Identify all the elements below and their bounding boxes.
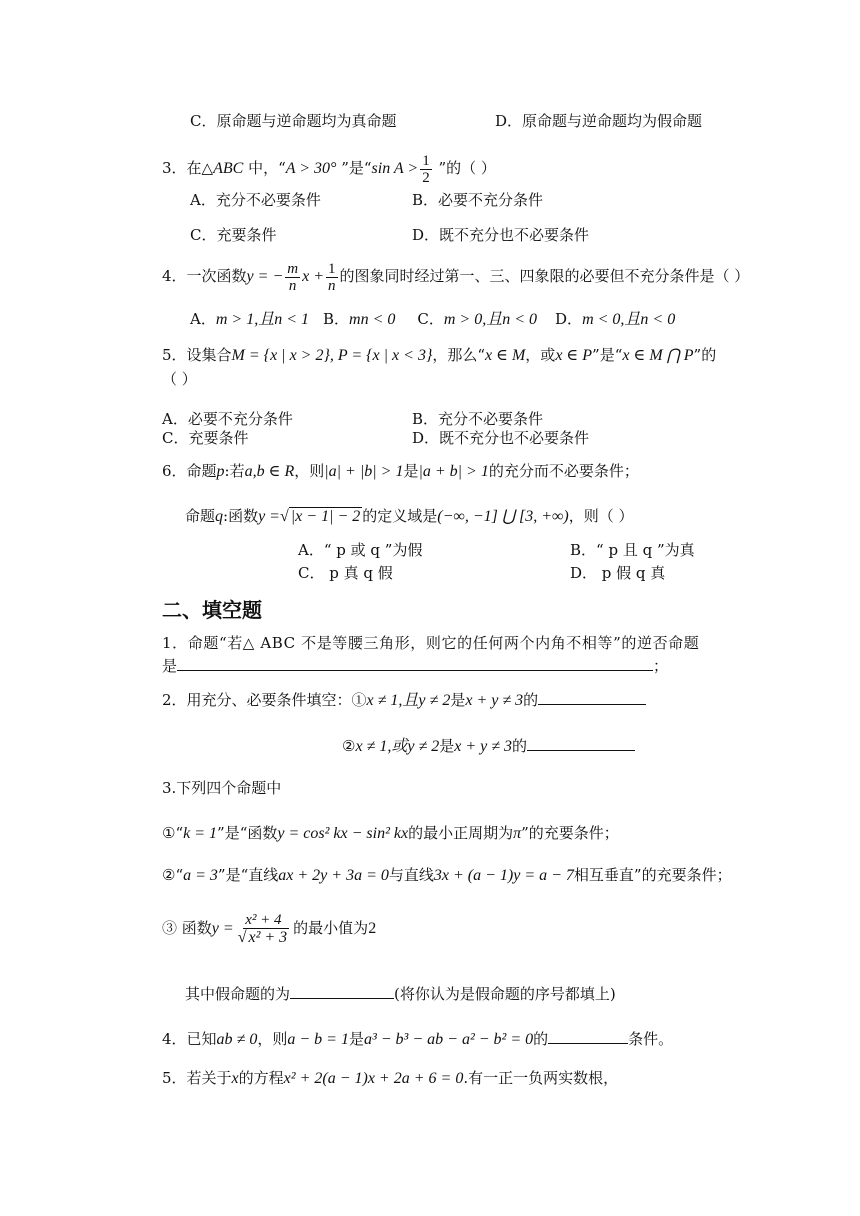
fill3-answer-pre: 其中假命题的为 [185,985,291,1003]
fill2-line1 [162,688,646,711]
q3-option-a: A．充分不必要条件 [190,191,321,209]
q4-c-label: C． [417,310,444,328]
fill5-post: .有一正一负两实数根， [463,1069,619,1087]
fill2-line1-math2: x + y ≠ 3 [465,692,524,709]
q2-option-d: D．原命题与逆命题均为假命题 [495,112,703,130]
fill1-line2-post: ； [653,657,669,675]
q6-ineq1: |a| + |b| > 1 [324,463,404,480]
fill4-mid3: 的 [533,1030,549,1048]
q5-option-d: D．既不充分也不必要条件 [412,429,590,447]
q6-line1-b: ，则 [294,462,325,480]
q6-line2-a: :函数 [223,507,259,525]
fill3-item2-mid2: 与直线 [388,866,434,884]
q6-line2-post: ，则（ ） [568,507,634,525]
fill2-line1-pre: 2．用充分、必要条件填空：① [162,691,367,709]
q6-option-a: A．“ p 或 q ”为假 [298,541,423,559]
q5-cond3: x ∈ M ⋂ P [622,347,694,364]
q5-paren: （ ） [162,370,197,388]
fill2-line2 [342,734,635,757]
fill3-item1-pi: π [513,825,522,842]
fill4-math3: a³ − b³ − ab − a² − b² = 0 [363,1031,534,1048]
q3-option-b: B．必要不充分条件 [412,191,544,209]
q4-fraction-2 [326,261,338,294]
q4-d-math: m < 0,且n < 0 [582,311,676,328]
q4-stem-post: 的图象同时经过第一、三、四象限的必要但不充分条件是（ ） [339,267,750,285]
fill3-item2-line2: 3x + (a − 1)y = a − 7 [433,867,574,884]
q5-sets: M = {x | x > 2}, P = {x | x < 3} [231,347,433,364]
fill3-item1-post: ”的充要条件； [521,824,619,842]
q3-stem-post: ”的（ ） [433,159,496,177]
q3-abc: ABC [213,160,244,177]
q3-stem [162,150,496,187]
q4-b-math: mn < 0 [349,311,396,328]
q6-line2-b: 的定义域是 [362,507,438,525]
fill2-line2-post: 的 [512,737,528,755]
fill4-math2: a − b = 1 [287,1031,349,1048]
q4-stem-pre: 4．一次函数 [162,267,247,285]
fill3-answer [185,982,616,1004]
fill4-math1: ab ≠ 0 [216,1031,258,1048]
q6-line1 [162,461,639,482]
q4-a-math: m > 1,且n < 1 [215,311,309,328]
q5-stem [162,345,716,366]
q4-stem [162,256,749,297]
fill3-item1 [162,823,619,844]
fill3-item3-pre: ③ 函数 [162,919,212,937]
q5-option-c: C．充要条件 [162,429,249,447]
fill3-item3-y: y = [211,920,234,937]
fill3-item3 [162,906,376,951]
fill3-item1-mid2: 的最小正周期为 [408,824,514,842]
q5-stem-post: ”的 [693,346,717,364]
q5-stem-pre: 5．设集合 [162,346,232,364]
fill1-line1: 1．命题“若△ ABC 不是等腰三角形，则它的任何两个内角不相等”的逆否命题 [162,634,700,652]
q3-option-c: C．充要条件 [190,226,277,244]
fill3-item3-den: x² + 3 [248,929,288,946]
q6-option-d: D． p 假 q 真 [570,564,666,582]
q6-line2-pre: 命题 [185,507,216,525]
fill3-title: 3.下列四个命题中 [162,779,282,797]
q4-b-label: B． [323,310,350,328]
fill1-line2 [162,654,668,676]
section-heading: 二、填空题 [162,598,262,622]
q5-stem-mid3: ”是“ [592,346,623,364]
q6-line1-a: :若 [224,462,245,480]
fill3-item1-math2: y = cos² kx − sin² kx [277,825,409,842]
fill1-line2-pre: 是 [162,657,178,675]
fill3-item2-pre: ②“ [162,866,184,884]
q6-domain: (−∞, −1] ⋃ [3, +∞) [437,508,569,525]
fill5 [162,1068,618,1089]
q6-line2: 命题q:函数y =√ |x − 1| − 2 的定义域是(−∞, −1] ⋃ [3, +∞)，则（ ） [185,507,634,525]
q6-option-c: C． p 真 q 假 [298,564,393,582]
fill3-item1-mid: ”是“函数 [217,824,278,842]
fill3-answer-blank[interactable] [290,982,394,999]
q3-cond1: A > 30° [285,160,337,177]
q5-option-a: A．必要不充分条件 [162,410,293,428]
fill5-math: x² + 2(a − 1)x + 2a + 6 = 0 [283,1070,464,1087]
q6-sqrt-body: |x − 1| − 2 [290,508,361,525]
fill2-blank-2[interactable] [527,734,635,751]
q6-q: q [215,508,224,525]
fill3-answer-post: (将你认为是假命题的序号都填上) [394,985,616,1003]
fill4-pre: 4．已知 [162,1030,217,1048]
q5-stem-mid1: ，那么“ [432,346,486,364]
q4-c-math: m > 0,且n < 0 [443,311,538,328]
q5-cond2: x ∈ P [555,347,593,364]
fill3-item3-post: 的最小值为 [293,919,369,937]
q3-frac-den: 2 [422,169,430,186]
fill5-mid: 的方程 [238,1069,284,1087]
q6-line1-pre: 6．命题 [162,462,217,480]
fill4-mid1: ，则 [257,1030,288,1048]
fill3-item2 [162,865,732,886]
q5-cond1: x ∈ M [485,347,526,364]
q5-option-b: B．充分不必要条件 [412,410,544,428]
q4-frac1-num: m [287,260,299,277]
q6-option-b: B．“ p 且 q ”为真 [570,541,695,559]
fill2-line2-mid: 是 [439,737,455,755]
fill2-line2-pre: ② [342,737,356,755]
q4-frac1-den: n [288,277,297,294]
q3-cond2: sin A > [371,160,419,177]
fill2-line2-math2: x + y ≠ 3 [454,738,513,755]
fill3-item3-num: x² + 4 [245,912,282,928]
fill3-item3-val: 2 [368,920,377,937]
q3-option-d: D．既不充分也不必要条件 [412,226,590,244]
q3-stem-mid2: ”是“ [336,159,372,177]
fill3-item2-mid: ”是“直线 [217,866,279,884]
fill2-blank-1[interactable] [538,688,646,705]
q6-func: y = [258,508,280,525]
fill4-blank[interactable] [548,1027,628,1044]
fill5-pre: 5．若关于 [162,1069,232,1087]
q6-ineq2: |a + b| > 1 [418,463,489,480]
q6-line1-post: 的充分而不必要条件； [488,462,639,480]
fill4 [162,1027,673,1050]
fill1-answer-blank[interactable] [177,654,653,671]
q5-stem-mid2: ，或 [525,346,556,364]
q4-func-a: y = − [246,268,284,285]
q3-stem-pre: 3．在△ [162,159,214,177]
fill2-line2-math: x ≠ 1,或y ≠ 2 [355,738,440,755]
q6-set: a,b ∈ R [244,463,295,480]
fill3-item1-pre: ①“ [162,824,184,842]
fill5-x: x [231,1070,239,1087]
fill3-item2-post: 相互垂直”的充要条件； [573,866,732,884]
q4-fraction-1 [285,261,300,294]
fill2-line1-math: x ≠ 1,且y ≠ 2 [366,692,451,709]
q6-p: p [216,463,225,480]
fill3-item2-line1: ax + 2y + 3a = 0 [278,867,389,884]
q4-frac2-num: 1 [328,260,336,277]
q3-frac-num: 1 [422,152,430,169]
fill3-item3-fraction: $\frac{\text{x² + 4}}{\text{√ x² + 3}}$ [237,912,288,946]
fill4-post: 条件。 [628,1030,674,1048]
q4-options [190,309,675,330]
q6-line1-c: 是 [403,462,419,480]
q4-func-b: x + [302,268,324,285]
q4-a-label: A． [190,310,216,328]
fill3-item2-math1: a = 3 [183,867,218,884]
fill2-line1-mid: 是 [450,691,466,709]
fill2-line1-post: 的 [523,691,539,709]
q4-frac2-den: n [328,277,336,294]
q3-fraction [420,153,432,186]
fill3-item1-math1: k = 1 [183,825,218,842]
q2-option-c: C．原命题与逆命题均为真命题 [190,112,397,130]
fill4-mid2: 是 [348,1030,364,1048]
q3-stem-mid1: 中，“ [243,159,286,177]
q4-d-label: D． [555,310,583,328]
